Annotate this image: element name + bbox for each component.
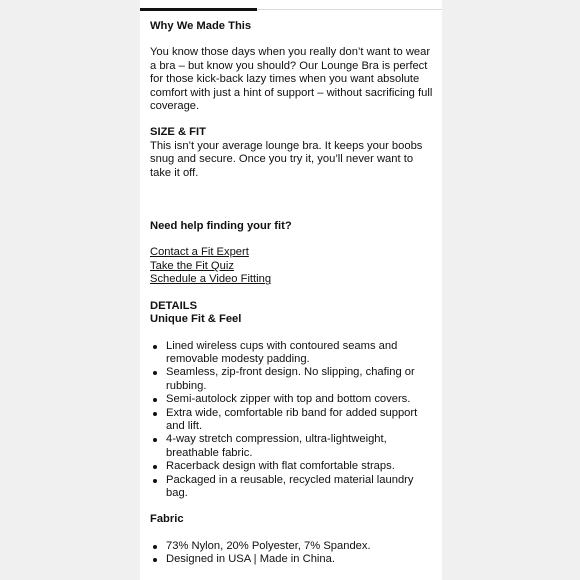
size-fit-body: This isn’t your average lounge bra. It keeps your boobs snug and secure. Once you try it, you’ll never want to take it off. [150, 139, 423, 179]
description-content [150, 20, 435, 567]
unique-fit-heading: Unique Fit & Feel [150, 313, 242, 326]
tab-track [257, 9, 442, 10]
active-tab-indicator [140, 8, 257, 11]
list-item: Racerback design with flat comfortable straps. [150, 460, 435, 473]
help-heading: Need help finding your fit? [150, 220, 292, 233]
list-item: 73% Nylon, 20% Polyester, 7% Spandex. [150, 540, 435, 553]
video-fitting-link[interactable]: Schedule a Video Fitting [150, 273, 272, 286]
list-item: 4-way stretch compression, ultra-lightweight, breathable fabric. [150, 433, 435, 460]
details-heading: DETAILS [150, 299, 198, 312]
list-item: Lined wireless cups with contoured seams and removable modesty padding. [150, 340, 435, 367]
why-heading: Why We Made This [150, 20, 252, 32]
list-item: Semi-autolock zipper with top and bottom covers. [150, 393, 435, 406]
why-body: You know those days when you really don’t want to wear a bra – but know you should? Our Lounge Bra is perfect for those kick-back lazy times when you want absolute comfort with just a hint of support – without sacrificing full coverage. [150, 46, 433, 113]
list-item: Extra wide, comfortable rib band for added support and lift. [150, 407, 435, 434]
product-description-panel [140, 0, 442, 580]
details-list [150, 340, 435, 501]
fabric-list [150, 540, 435, 567]
size-fit-heading: SIZE & FIT [150, 126, 206, 139]
list-item: Seamless, zip-front design. No slipping, chafing or rubbing. [150, 366, 435, 393]
fabric-heading: Fabric [150, 513, 184, 526]
list-item: Packaged in a reusable, recycled material laundry bag. [150, 474, 435, 501]
list-item: Designed in USA | Made in China. [150, 553, 435, 566]
contact-fit-expert-link[interactable]: Contact a Fit Expert [150, 246, 249, 259]
fit-quiz-link[interactable]: Take the Fit Quiz [150, 259, 234, 272]
